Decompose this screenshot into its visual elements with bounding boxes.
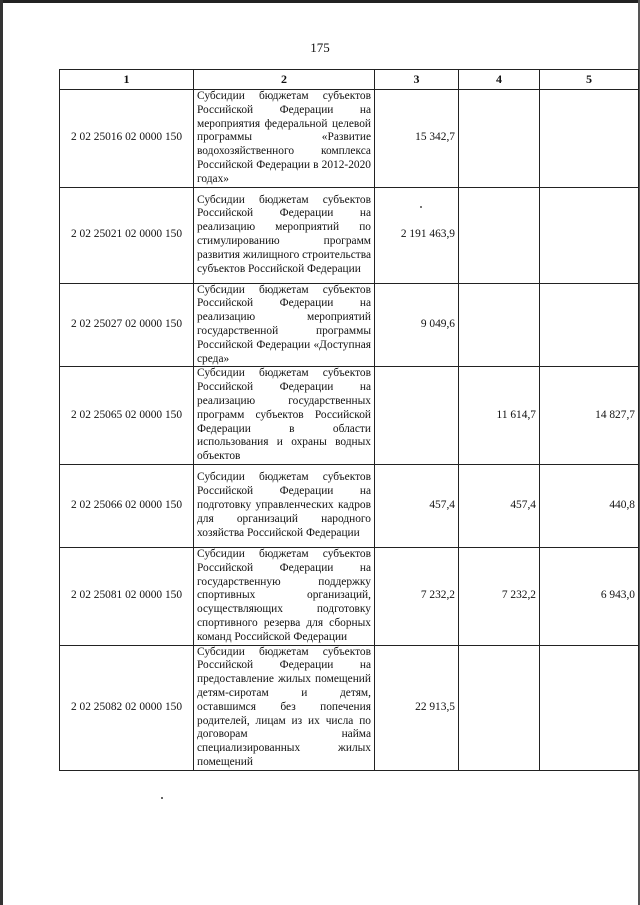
table-row [60,645,639,770]
column-header-1: 1 [60,70,194,90]
value-col5-cell [540,283,639,367]
description-cell: Субсидии бюджетам субъектов Российской Федерации на мероприятия федеральной целевой программы «Развитие водохозяйственного комплекса Российской Федерации в 2012-2020 годах» [194,90,375,188]
value-col3-cell: 457,4 [375,464,459,547]
value-col4-cell [459,187,540,283]
value-col4-cell [459,645,540,770]
table-row [60,547,639,645]
budget-code-cell: 2 02 25016 02 0000 150 [60,90,194,188]
column-header-5: 5 [540,70,639,90]
description-cell: Субсидии бюджетам субъектов Российской Федерации на реализацию мероприятий по стимулированию программ развития жилищного строительства субъектов Российской Федерации [194,187,375,283]
table-row [60,464,639,547]
description-cell: Субсидии бюджетам субъектов Российской Федерации на предоставление жилых помещений детям-сиротам и детям, оставшимся без попечения родителей, лицам из их числа по договорам найма специализированных жилых помещений [194,645,375,770]
value-col3-cell: 7 232,2 [375,547,459,645]
table-row [60,367,639,465]
value-col5-cell [540,645,639,770]
table-row [60,283,639,367]
value-col5-cell: 440,8 [540,464,639,547]
scan-border-top [0,0,640,3]
value-col4-cell: 7 232,2 [459,547,540,645]
budget-code-cell: 2 02 25082 02 0000 150 [60,645,194,770]
budget-code-cell: 2 02 25081 02 0000 150 [60,547,194,645]
column-header-4: 4 [459,70,540,90]
table-row [60,90,639,188]
scan-border-left [0,0,3,905]
table-row [60,187,639,283]
value-col3-cell: 2 191 463,9 [375,187,459,283]
value-col4-cell: 11 614,7 [459,367,540,465]
budget-code-cell: 2 02 25027 02 0000 150 [60,283,194,367]
value-col5-cell [540,90,639,188]
description-cell: Субсидии бюджетам субъектов Российской Федерации на реализацию мероприятий государственной программы Российской Федерации «Доступная среда» [194,283,375,367]
value-col3-cell: 15 342,7 [375,90,459,188]
value-col4-cell [459,283,540,367]
scan-speck [420,206,422,208]
value-col5-cell: 6 943,0 [540,547,639,645]
budget-code-cell: 2 02 25021 02 0000 150 [60,187,194,283]
budget-code-cell: 2 02 25066 02 0000 150 [60,464,194,547]
value-col3-cell [375,367,459,465]
budget-table [59,69,639,771]
value-col5-cell: 14 827,7 [540,367,639,465]
description-cell: Субсидии бюджетам субъектов Российской Федерации на государственную поддержку спортивных организаций, осуществляющих подготовку спортивного резерва для сборных команд Российской Федерации [194,547,375,645]
description-cell: Субсидии бюджетам субъектов Российской Федерации на подготовку управленческих кадров для организаций народного хозяйства Российской Федерации [194,464,375,547]
column-header-3: 3 [375,70,459,90]
budget-code-cell: 2 02 25065 02 0000 150 [60,367,194,465]
value-col3-cell: 9 049,6 [375,283,459,367]
value-col4-cell: 457,4 [459,464,540,547]
scan-speck [161,797,163,799]
table-header-row [60,70,639,90]
value-col4-cell [459,90,540,188]
page-number: 175 [310,40,330,55]
column-header-2: 2 [194,70,375,90]
value-col5-cell [540,187,639,283]
value-col3-cell: 22 913,5 [375,645,459,770]
description-cell: Субсидии бюджетам субъектов Российской Федерации на реализацию государственных программ субъектов Российской Федерации в области использования и охраны водных объектов [194,367,375,465]
